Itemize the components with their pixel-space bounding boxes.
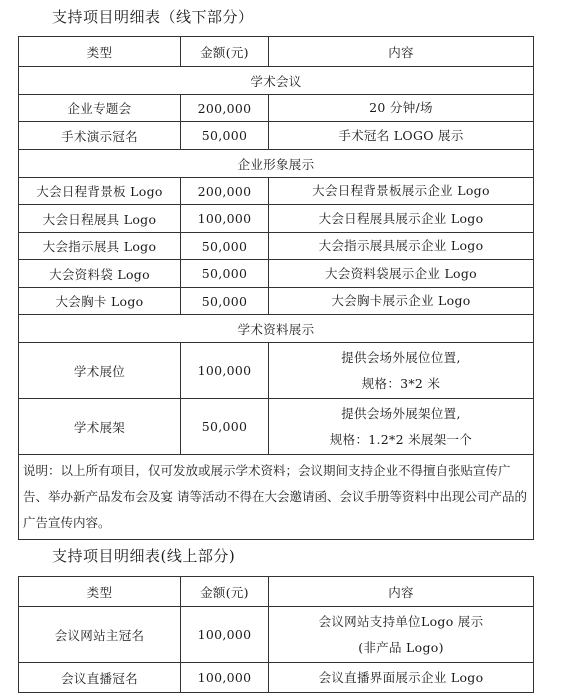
section-heading: 学术资料展示 (19, 315, 534, 343)
content-line: 20 分钟/场 (369, 100, 433, 115)
header-content: 内容 (269, 37, 534, 67)
amount-cell: 50,000 (181, 260, 269, 288)
table-row (19, 607, 534, 663)
content-cell (269, 233, 534, 260)
type-cell: 大会日程背景板 Logo (19, 178, 181, 205)
type-cell: 学术展位 (19, 343, 181, 399)
header-row (19, 577, 534, 607)
note-row (19, 455, 534, 540)
table-row (19, 399, 534, 455)
content-line: 大会日程背景板展示企业 Logo (312, 183, 490, 198)
note-text: 说明：以上所有项目，仅可发放或展示学术资料；会议期间支持企业不得擅自张贴宣传广告、举办新产品发布会及宴 请等活动不得在大会邀请函、会议手册等资料中出现公司产品的广告宣传内容。 (19, 455, 534, 540)
amount-cell: 200,000 (181, 95, 269, 122)
section-heading: 学术会议 (19, 67, 534, 95)
content-cell (269, 663, 534, 693)
table-row (19, 288, 534, 315)
content-cell (269, 205, 534, 233)
content-line: 大会资料袋展示企业 Logo (324, 265, 478, 281)
content-cell (269, 343, 534, 399)
table-row (19, 663, 534, 693)
header-amount: 金额(元) (181, 577, 269, 607)
content-line: 规格：1.2*2 米展架一个 (329, 431, 473, 447)
type-cell: 大会资料袋 Logo (19, 260, 181, 288)
header-type: 类型 (19, 577, 181, 607)
content-line: 大会胸卡展示企业 Logo (331, 293, 471, 308)
content-line: 手术冠名 LOGO 展示 (338, 127, 464, 143)
type-cell: 大会日程展具 Logo (19, 205, 181, 233)
amount-cell: 200,000 (181, 178, 269, 205)
content-line: (非产品 Logo) (358, 639, 444, 655)
type-cell: 会议网站主冠名 (19, 607, 181, 663)
amount-cell: 100,000 (181, 607, 269, 663)
offline-support-table (18, 36, 534, 540)
amount-cell: 50,000 (181, 288, 269, 315)
amount-cell: 100,000 (181, 663, 269, 693)
content-cell (269, 95, 534, 122)
offline-table-title: 支持项目明细表（线下部分） (52, 8, 254, 26)
content-line: 提供会场外展架位置, (341, 405, 461, 421)
type-cell: 手术演示冠名 (19, 122, 181, 150)
table-row (19, 122, 534, 150)
section-heading: 企业形象展示 (19, 150, 534, 178)
header-row (19, 37, 534, 67)
content-line: 大会指示展具展示企业 Logo (318, 238, 484, 253)
online-table-title: 支持项目明细表(线上部分) (52, 547, 236, 565)
content-line: 规格：3*2 米 (361, 375, 441, 391)
header-type: 类型 (19, 37, 181, 67)
table-row (19, 260, 534, 288)
amount-cell: 50,000 (181, 233, 269, 260)
content-cell (269, 288, 534, 315)
table-row (19, 95, 534, 122)
header-amount: 金额(元) (181, 37, 269, 67)
type-cell: 企业专题会 (19, 95, 181, 122)
table-row (19, 178, 534, 205)
amount-cell: 100,000 (181, 205, 269, 233)
amount-cell: 100,000 (181, 343, 269, 399)
section-row (19, 67, 534, 95)
content-cell (269, 122, 534, 150)
online-support-table (18, 576, 534, 693)
content-cell (269, 607, 534, 663)
table-row (19, 343, 534, 399)
content-cell (269, 178, 534, 205)
table-row (19, 233, 534, 260)
table-row (19, 205, 534, 233)
amount-cell: 50,000 (181, 122, 269, 150)
content-cell (269, 260, 534, 288)
content-line: 大会日程展具展示企业 Logo (318, 210, 484, 226)
amount-cell: 50,000 (181, 399, 269, 455)
content-line: 会议直播界面展示企业 Logo (318, 669, 484, 685)
content-cell (269, 399, 534, 455)
content-line: 会议网站支持单位Logo 展示 (318, 613, 484, 629)
section-row (19, 150, 534, 178)
type-cell: 大会指示展具 Logo (19, 233, 181, 260)
type-cell: 学术展架 (19, 399, 181, 455)
section-row (19, 315, 534, 343)
type-cell: 大会胸卡 Logo (19, 288, 181, 315)
content-line: 提供会场外展位位置, (341, 349, 461, 365)
type-cell: 会议直播冠名 (19, 663, 181, 693)
header-content: 内容 (269, 577, 534, 607)
